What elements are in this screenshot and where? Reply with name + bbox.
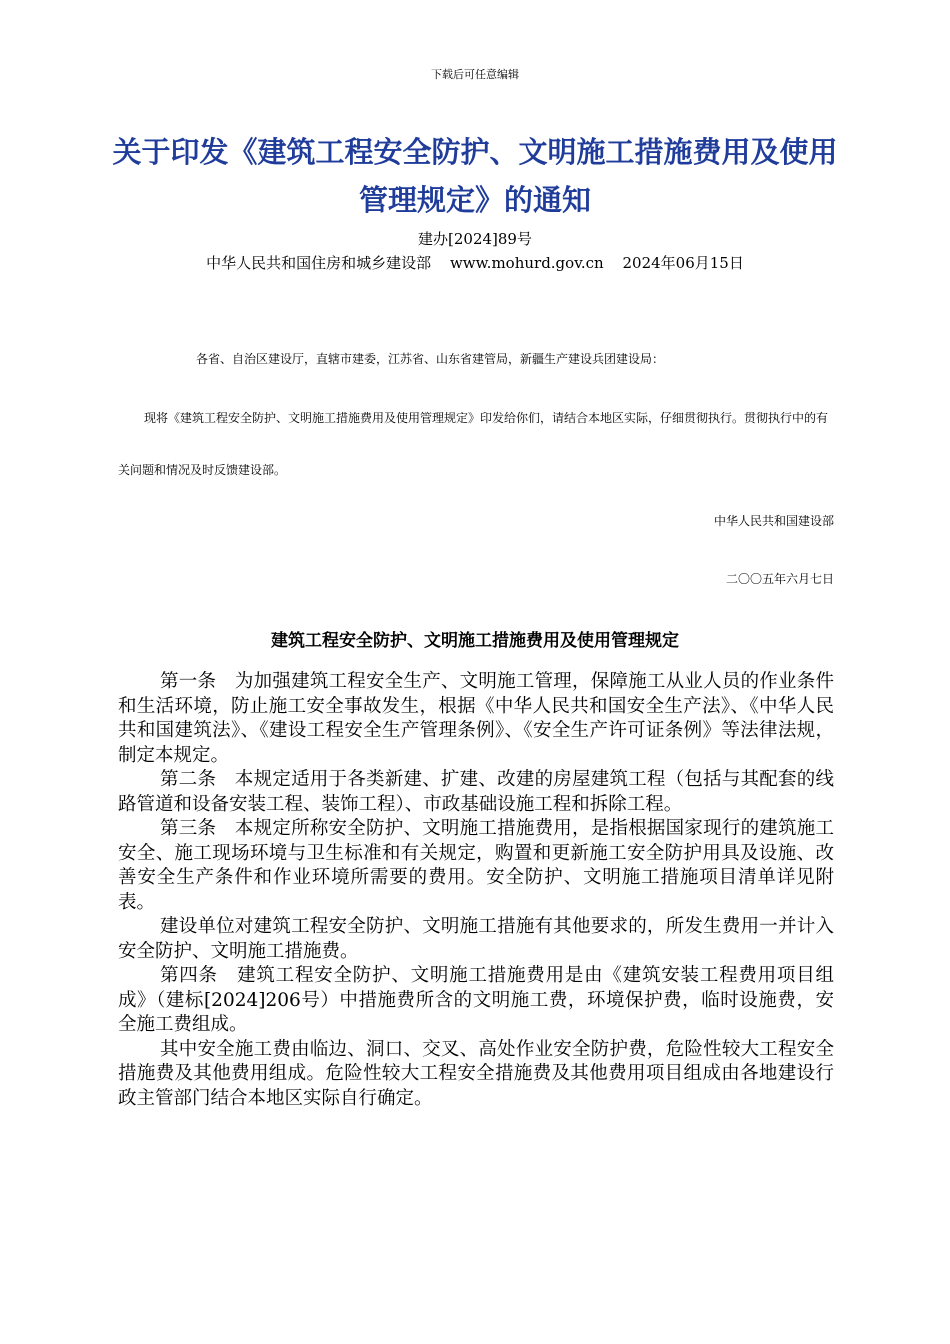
publisher: 中华人民共和国住房和城乡建设部 bbox=[206, 254, 432, 272]
article-paragraph: 第一条 为加强建筑工程安全生产、文明施工管理，保障施工从业人员的作业条件和生活环境，防止施工安全事故发生，根据《中华人民共和国安全生产法》、《中华人民共和国建筑法》、《建设工程安全生产管理条例》、《安全生产许可证条例》等法律法规，制定本规定。 bbox=[118, 671, 834, 766]
header-note: 下载后可任意编辑 bbox=[431, 68, 519, 81]
publication-line bbox=[0, 252, 950, 273]
regulation-articles bbox=[118, 670, 834, 1111]
article-paragraph: 建设单位对建筑工程安全防护、文明施工措施有其他要求的，所发生费用一并计入安全防护、文明施工措施费。 bbox=[118, 916, 834, 962]
document-title: 关于印发《建筑工程安全防护、文明施工措施费用及使用管理规定》的通知 bbox=[112, 135, 838, 217]
article-paragraph: 第二条 本规定适用于各类新建、扩建、改建的房屋建筑工程（包括与其配套的线路管道和设备安装工程、装饰工程）、市政基础设施工程和拆除工程。 bbox=[118, 769, 834, 815]
publish-date: 2024年06月15日 bbox=[622, 254, 744, 272]
article-paragraph: 其中安全施工费由临边、洞口、交叉、高处作业安全防护费，危险性较大工程安全措施费及其他费用组成。危险性较大工程安全措施费及其他费用项目组成由各地建设行政主管部门结合本地区实际自行确定。 bbox=[118, 1038, 834, 1109]
regulation-title: 建筑工程安全防护、文明施工措施费用及使用管理规定 bbox=[271, 631, 679, 651]
addressee: 各省、自治区建设厅，直辖市建委，江苏省、山东省建管局，新疆生产建设兵团建设局： bbox=[196, 352, 665, 366]
notice-body: 现将《建筑工程安全防护、文明施工措施费用及使用管理规定》印发给你们，请结合本地区实际，仔细贯彻执行。贯彻执行中的有关问题和情况及时反馈建设部。 bbox=[118, 411, 829, 477]
signing-organization: 中华人民共和国建设部 bbox=[713, 514, 834, 528]
document-number: 建办[2024]89号 bbox=[418, 230, 532, 248]
website-link[interactable]: www.mohurd.gov.cn bbox=[449, 254, 604, 272]
signing-date: 二〇〇五年六月七日 bbox=[725, 572, 834, 586]
article-paragraph: 第三条 本规定所称安全防护、文明施工措施费用，是指根据国家现行的建筑施工安全、施工现场环境与卫生标准和有关规定，购置和更新施工安全防护用具及设施、改善安全生产条件和作业环境所需要的费用。安全防护、文明施工措施项目清单详见附表。 bbox=[118, 818, 834, 913]
article-paragraph: 第四条 建筑工程安全防护、文明施工措施费用是由《建筑安装工程费用项目组成》（建标[2024]206号）中措施费所含的文明施工费，环境保护费，临时设施费，安全施工费组成。 bbox=[118, 965, 834, 1035]
